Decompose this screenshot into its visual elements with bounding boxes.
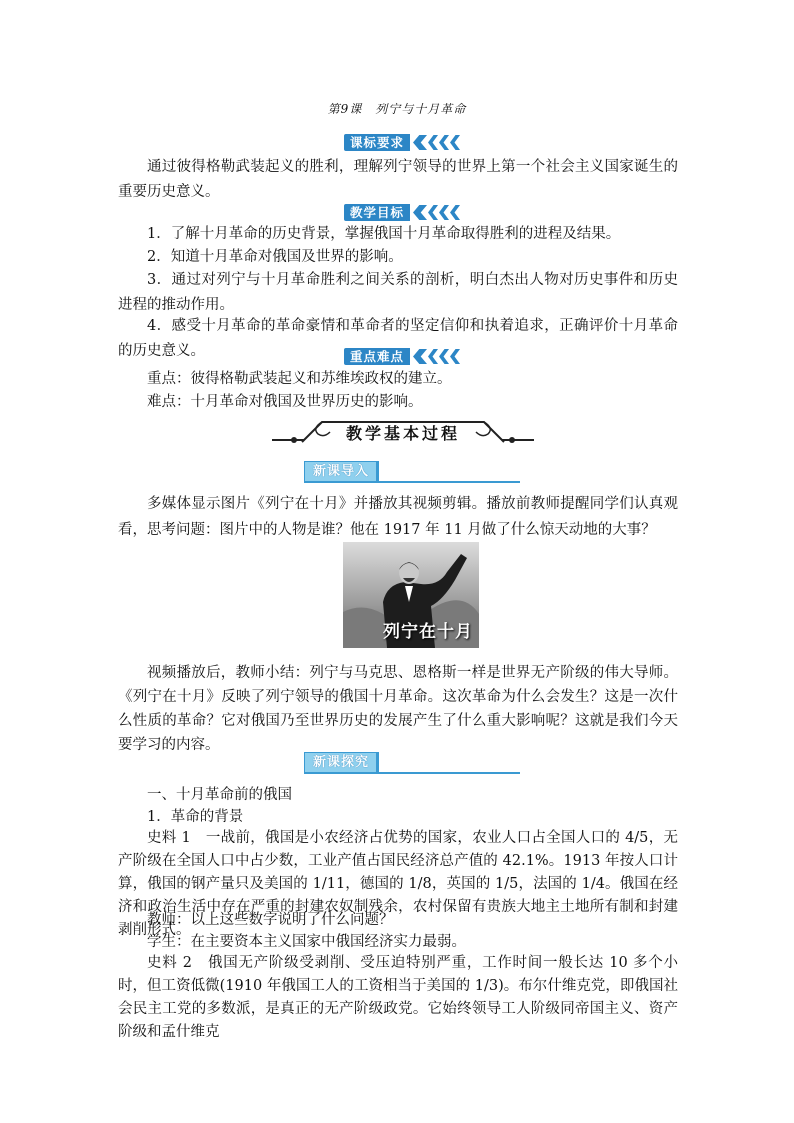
student-answer: 学生：在主要资本主义国家中俄国经济实力最弱。 [147,934,466,950]
teacher-question: 教师：以上这些数字说明了什么问题？ [147,912,394,928]
source-2 [118,952,678,1044]
chevrons-icon [412,349,460,364]
chevrons-icon [412,205,460,220]
intro-section-label: 新课导入 [304,461,378,483]
curriculum-text: 通过彼得格勒武装起义的胜利，理解列宁领导的世界上第一个社会主义国家诞生的重要历史意义。 [118,159,678,200]
objectives-banner [344,204,460,221]
keypoints-banner-label: 重点难点 [344,348,410,365]
process-banner [272,418,534,446]
photo-caption: 列宁在十月 [383,622,473,642]
subsection-heading: 1．革命的背景 [147,809,244,825]
objectives-banner-label: 教学目标 [344,204,410,221]
chevrons-icon [412,135,460,150]
source-2-label: 史料 2 [147,955,193,971]
lesson-title: 第9课 列宁与十月革命 [327,102,467,116]
objective-item: 2．知道十月革命对俄国及世界的影响。 [147,249,403,265]
section-heading: 一、十月革命前的俄国 [147,787,292,803]
difficult-point: 难点：十月革命对俄国及世界历史的影响。 [147,394,423,410]
keypoints-banner [344,348,460,365]
intro-section-bar [304,461,520,483]
source-1-label: 史料 1 [147,830,191,846]
explore-section-bar [304,752,520,774]
source-1-text: 一战前，俄国是小农经济占优势的国家，农业人口占全国人口的 4/5，无产阶级在全国人口中占少数，工业产值占国民经济总产值的 42.1%。1913 年按人口计算，俄国的钢产量只及美国的 1/11，德国的 1/8，英国的 1/5，法国的 1/4。俄国在经济和政治生活中存在严重的封建农奴制残余，农村保留有贵族大地主土地所有制和封建剥削形式。 [118,830,679,938]
process-banner-label: 教学基本过程 [345,424,460,443]
objective-item: 3．通过对列宁与十月革命胜利之间关系的剖析，明白杰出人物对历史事件和历史进程的推动作用。 [118,272,678,313]
source-2-text: 俄国无产阶级受剥削、受压迫特别严重，工作时间一般长达 10 多个小时，但工资低微(1910 年俄国工人的工资相当于美国的 1/3)。布尔什维克党，即俄国社会民主工党的多数派，是真正的无产阶级政党。它始终领导工人阶级同帝国主义、资产阶级和孟什维克 [118,955,679,1040]
after-video-text: 视频播放后，教师小结：列宁与马克思、恩格斯一样是世界无产阶级的伟大导师。《列宁在十月》反映了列宁领导的俄国十月革命。这次革命为什么会发生？这是一次什么性质的革命？它对俄国乃至世界历史的发展产生了什么重大影响呢？这就是我们今天要学习的内容。 [118,665,678,753]
key-point: 重点：彼得格勒武装起义和苏维埃政权的建立。 [147,371,452,387]
objective-item: 4．感受十月革命的革命豪情和革命者的坚定信仰和执着追求，正确评价十月革命的历史意义。 [118,318,678,359]
curriculum-banner-label: 课标要求 [344,134,410,151]
intro-text: 多媒体显示图片《列宁在十月》并播放其视频剪辑。播放前教师提醒同学们认真观看，思考问题：图片中的人物是谁？他在 1917 年 11 月做了什么惊天动地的大事？ [118,496,678,538]
explore-section-label: 新课探究 [304,752,378,774]
objective-item: 1．了解十月革命的历史背景，掌握俄国十月革命取得胜利的进程及结果。 [147,226,621,242]
curriculum-banner [344,134,460,151]
lenin-photo [343,542,479,648]
